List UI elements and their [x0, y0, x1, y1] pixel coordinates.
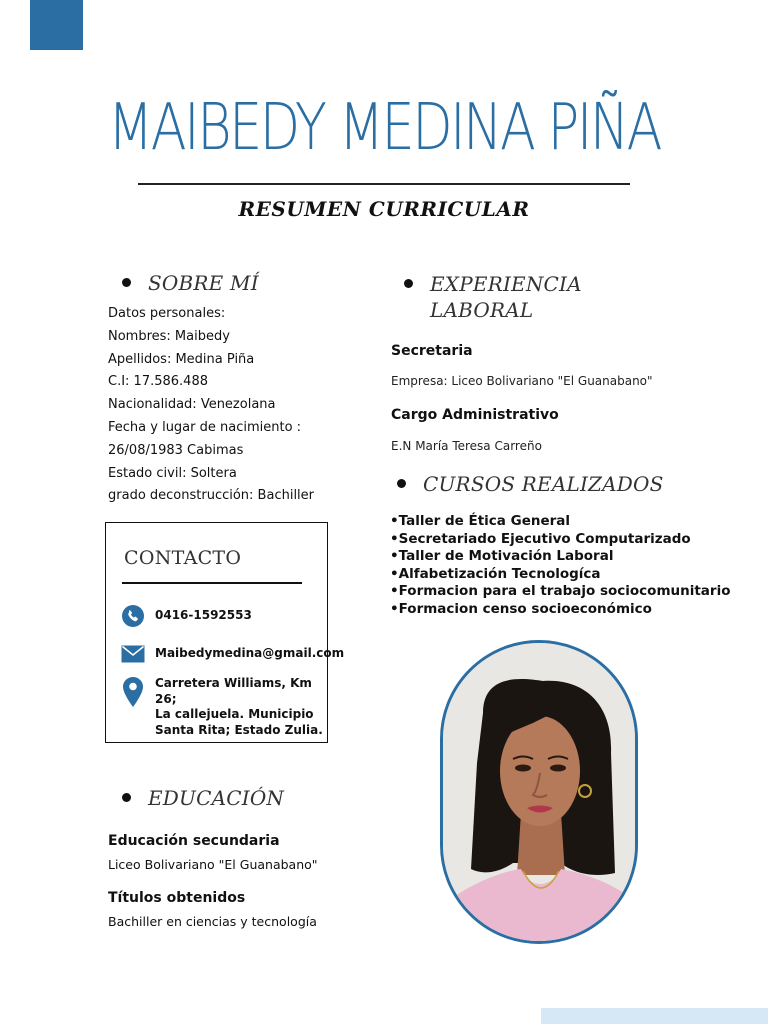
about-details — [108, 303, 348, 508]
about-line: Datos personales: — [108, 306, 226, 321]
job-detail: E.N María Teresa Carreño — [391, 439, 542, 453]
contact-divider — [122, 582, 302, 584]
course-item: •Formacion censo socioeconómico — [390, 600, 652, 617]
contact-phone: 0416-1592553 — [155, 608, 252, 622]
course-item: •Formacion para el trabajo sociocomunitario — [390, 583, 731, 599]
about-line: Estado civil: Soltera — [108, 465, 237, 481]
education-section-header — [122, 785, 284, 811]
about-line: Apellidos: Medina Piña — [108, 351, 255, 367]
page-title: MAIBEDY MEDINA PIÑA — [107, 91, 661, 165]
course-item: •Taller de Ética General — [390, 513, 571, 529]
job-title: Secretaria — [391, 343, 473, 359]
course-item: •Secretariado Ejecutivo Computarizado — [390, 530, 691, 547]
contact-title: CONTACTO — [124, 547, 242, 569]
title-divider — [138, 183, 630, 185]
bullet-icon — [122, 278, 131, 287]
location-pin-icon — [120, 676, 146, 708]
bottom-decoration — [541, 1008, 768, 1024]
address-line: Carretera Williams, Km 26; — [155, 676, 312, 706]
experience-title-line: EXPERIENCIA — [430, 272, 582, 296]
job-detail: Empresa: Liceo Bolivariano "El Guanabano" — [391, 374, 653, 388]
about-section-header — [122, 270, 259, 296]
about-line: Nombres: Maibedy — [108, 328, 230, 344]
contact-box — [105, 522, 345, 743]
experience-title-line: LABORAL — [430, 298, 534, 322]
courses-section-header — [397, 471, 664, 497]
document-subtitle: RESUMEN CURRICULAR — [238, 197, 530, 221]
envelope-icon — [120, 641, 146, 667]
portrait-image — [443, 643, 635, 941]
about-line: C.I: 17.586.488 — [108, 374, 208, 390]
education-section-title: EDUCACIÓN — [148, 786, 285, 810]
about-line: 26/08/1983 Cabimas — [108, 442, 244, 458]
address-line: La callejuela. Municipio — [155, 707, 314, 721]
education-school: Liceo Bolivariano "El Guanabano" — [108, 857, 318, 872]
bullet-icon — [397, 479, 406, 488]
contact-address — [155, 676, 327, 738]
course-item: •Taller de Motivación Laboral — [390, 548, 614, 564]
contact-phone-row — [120, 603, 252, 629]
profile-photo — [440, 640, 638, 944]
contact-email-row — [120, 641, 344, 667]
about-line: Fecha y lugar de nacimiento : — [108, 419, 302, 435]
contact-email: Maibedymedina@gmail.com — [155, 646, 345, 660]
education-level-label: Educación secundaria — [108, 833, 280, 849]
about-line: grado deconstrucción: Bachiller — [108, 488, 315, 504]
experience-section-header — [404, 271, 582, 323]
bullet-icon — [404, 279, 413, 288]
courses-section-title: CURSOS REALIZADOS — [423, 472, 664, 496]
address-line: Santa Rita; Estado Zulia. — [155, 722, 323, 737]
experience-section-title — [430, 271, 582, 323]
corner-decoration — [30, 0, 83, 50]
about-line: Nacionalidad: Venezolana — [108, 397, 276, 413]
bullet-icon — [122, 793, 131, 802]
course-item: •Alfabetización Tecnologíca — [390, 565, 601, 582]
about-section-title: SOBRE MÍ — [148, 271, 259, 295]
education-degrees-label: Títulos obtenidos — [108, 890, 246, 906]
contact-address-row — [120, 676, 327, 738]
education-degree: Bachiller en ciencias y tecnología — [108, 914, 317, 929]
phone-icon — [120, 603, 146, 629]
job-title: Cargo Administrativo — [391, 407, 559, 423]
courses-list — [390, 513, 760, 618]
